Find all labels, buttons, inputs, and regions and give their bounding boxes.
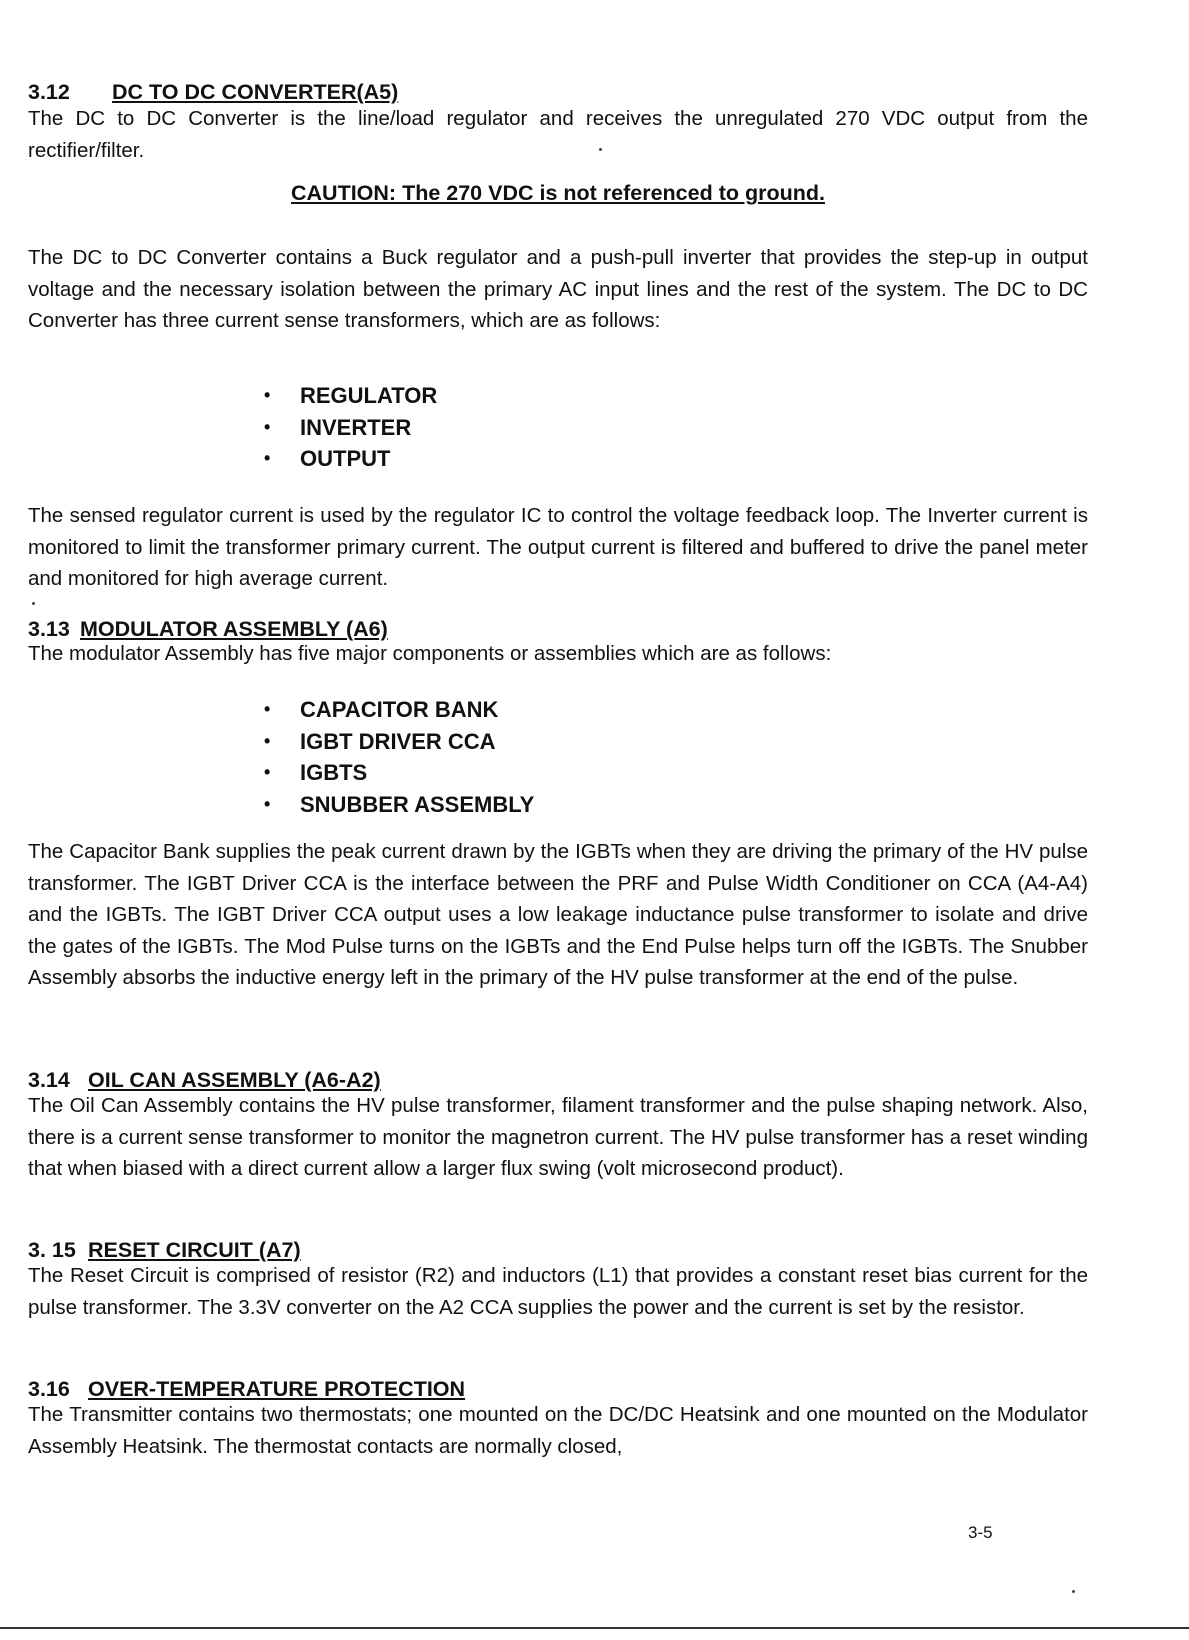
section-3-15-description: The Reset Circuit is comprised of resistor (R2) and inductors (L1) that provides a constant reset bias current for the pulse transformer. The 3.3V converter on the A2 CCA supplies the power and the current is set by the resistor. — [28, 1264, 1088, 1319]
page-number: 3-5 — [968, 1523, 993, 1542]
current-sense-list — [260, 380, 437, 475]
section-3-12-heading — [28, 78, 1088, 106]
list-item: • CAPACITOR BANK — [260, 694, 534, 726]
modulator-components-list — [260, 694, 534, 820]
section-title: OVER-TEMPERATURE PROTECTION — [88, 1377, 466, 1401]
section-3-16-description: The Transmitter contains two thermostats; one mounted on the DC/DC Heatsink and one mounted on the Modulator Assembly Heatsink. The thermostat contacts are normally closed, — [28, 1403, 1088, 1458]
section-title: OIL CAN ASSEMBLY (A6-A2) — [88, 1068, 381, 1092]
scan-speck — [1072, 1590, 1075, 1593]
list-item: • REGULATOR — [260, 380, 437, 412]
section-number: 3.13 — [28, 617, 70, 641]
section-3-12-description: The DC to DC Converter contains a Buck regulator and a push-pull inverter that provides the step-up in output voltage and the necessary isolation between the primary AC input lines and the rest of the system. The DC to DC Converter has three current sense transformers, which are as follows: — [28, 246, 1088, 332]
section-number: 3. 15 — [28, 1238, 76, 1262]
caution-note: CAUTION: The 270 VDC is not referenced to ground. — [291, 181, 825, 205]
list-item: • IGBT DRIVER CCA — [260, 726, 534, 758]
list-item: • SNUBBER ASSEMBLY — [260, 789, 534, 821]
section-3-13-intro: The modulator Assembly has five major components or assemblies which are as follows: — [28, 642, 832, 665]
section-number: 3.14 — [28, 1068, 70, 1092]
section-title: MODULATOR ASSEMBLY (A6) — [80, 617, 388, 641]
footer-rule — [0, 1627, 1189, 1629]
section-3-13-description: The Capacitor Bank supplies the peak current drawn by the IGBTs when they are driving the primary of the HV pulse transformer. The IGBT Driver CCA is the interface between the PRF and Pulse Width Conditioner on CCA (A4-A4) and the IGBTs. The IGBT Driver CCA output uses a low leakage inductance pulse transformer to isolate and drive the gates of the IGBTs. The Mod Pulse turns on the IGBTs and the End Pulse helps turn off the IGBTs. The Snubber Assembly absorbs the inductive energy left in the primary of the HV pulse transformer at the end of the pulse. — [28, 840, 1088, 989]
section-number: 3.16 — [28, 1377, 70, 1401]
section-number: 3.12 — [28, 80, 70, 104]
list-item: • OUTPUT — [260, 443, 437, 475]
list-item: • INVERTER — [260, 412, 437, 444]
list-item: • IGBTS — [260, 757, 534, 789]
document-page — [28, 0, 1088, 1640]
section-3-14-description: The Oil Can Assembly contains the HV pulse transformer, filament transformer and the pulse shaping network. Also, there is a current sense transformer to monitor the magnetron current. The HV pulse transformer has a reset winding that when biased with a direct current allow a larger flux swing (volt microsecond product). — [28, 1094, 1088, 1180]
scan-speck — [599, 148, 602, 151]
section-title: DC TO DC CONVERTER(A5) — [112, 80, 399, 104]
section-title: RESET CIRCUIT (A7) — [88, 1238, 301, 1262]
section-3-12-current-description: The sensed regulator current is used by the regulator IC to control the voltage feedback loop. The Inverter current is monitored to limit the transformer primary current. The output current is filtered and buffered to drive the panel meter and monitored for high average current. — [28, 504, 1088, 590]
section-3-12-intro: The DC to DC Converter is the line/load regulator and receives the unregulated 270 VDC output from the rectifier/filter. — [28, 107, 1088, 162]
scan-speck — [32, 602, 35, 605]
